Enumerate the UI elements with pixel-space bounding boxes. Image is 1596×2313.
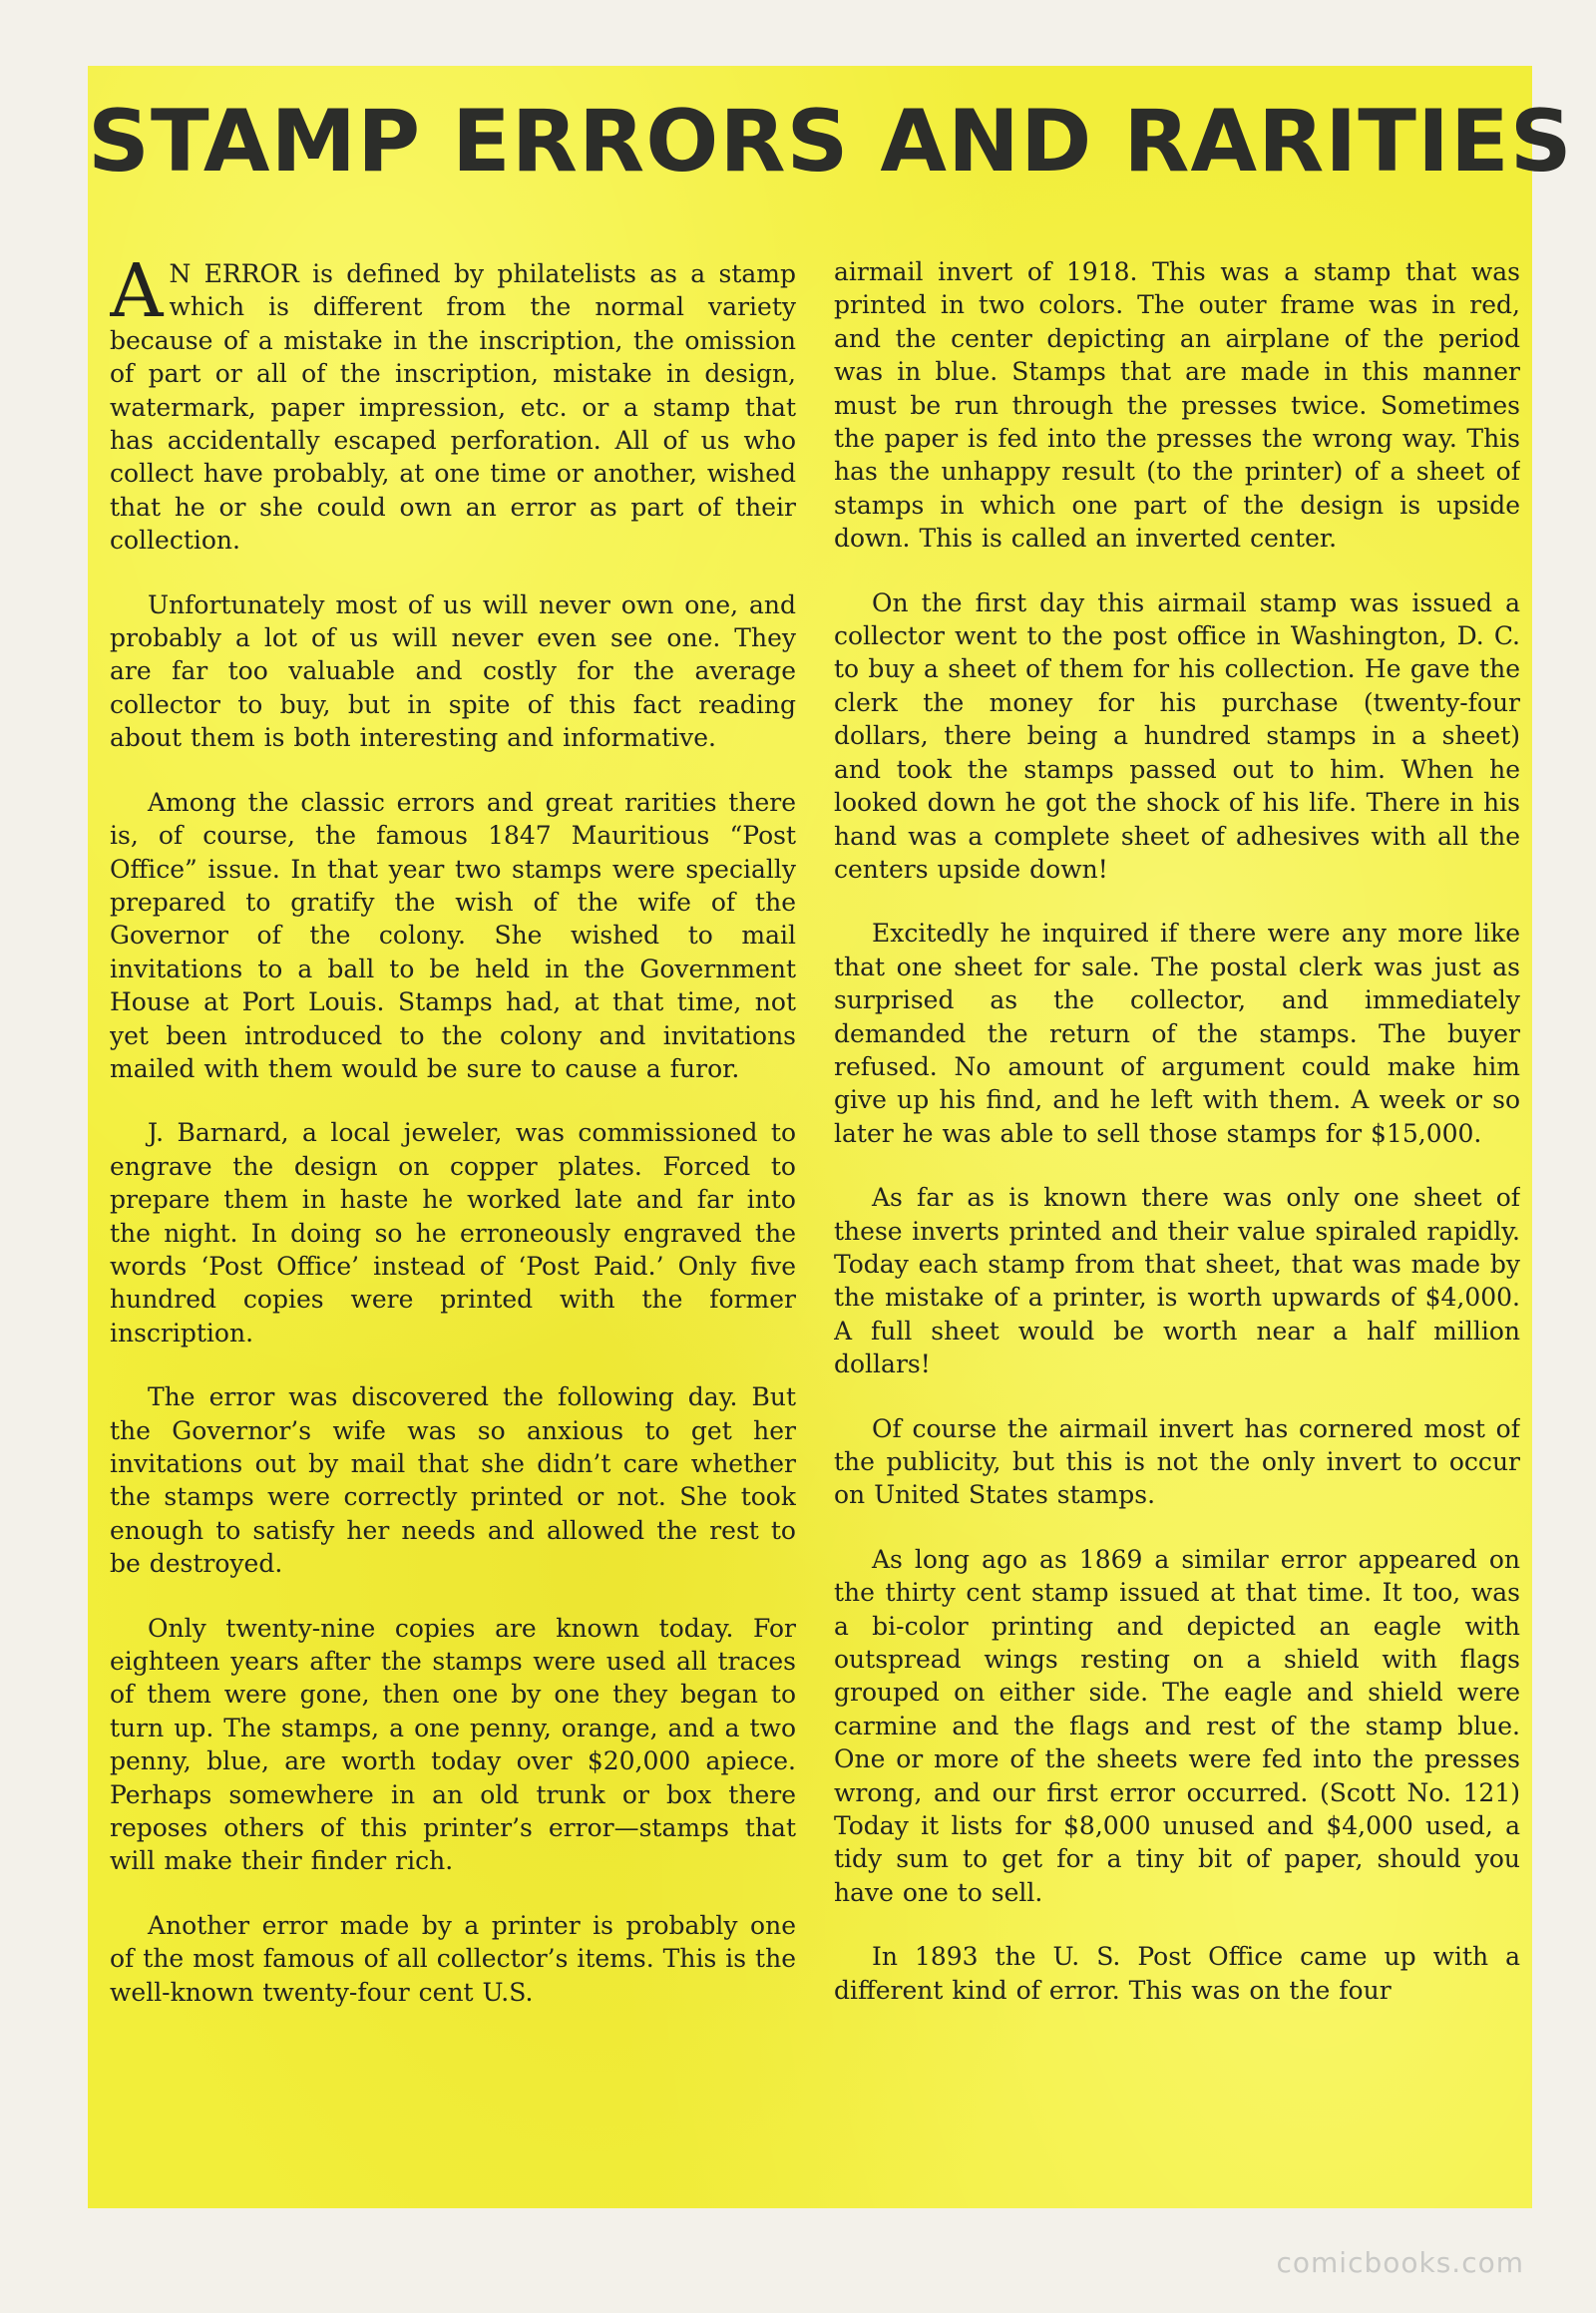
paragraph-mauritius: Among the classic errors and great rarities there is, of course, the famous 1847 Mauritious “Post Office” issue. In that year two stamps were specially prepared to gratify the wish of the wife of the Governor of the colony. She wished to mail invitations to a ball to be held in the Government House at Port Louis. Stamps had, at that time, not yet been introduced to the colony and invitations mailed with them would be sure to cause a furor.: [110, 787, 796, 1083]
paragraph-error-discovered: The error was discovered the following day. But the Governor’s wife was so anxious to get her invitations out by mail that she didn’t care whether the stamps were correctly printed or not. She took enough to satisfy her needs and allowed the rest to be destroyed.: [110, 1382, 796, 1579]
paragraph-first-day: On the first day this airmail stamp was issued a collector went to the post office in Washington, D. C. to buy a sheet of them for his collection. He gave the clerk the money for his purchase (twenty-four dollars, there being a hundred stamps in a sheet) and took the stamps passed out to him. When he looked down he got the shock of his life. There in his hand was a complete sheet of adhesives with all the centers upside down!: [834, 587, 1520, 884]
drop-cap: A: [110, 257, 164, 334]
paragraph-excitedly: Excitedly he inquired if there were any more like that one sheet for sale. The postal clerk was just as surprised as the collector, and immediately demanded the return of the stamps. The buyer refused. No amount of argument could make him give up his find, and he left with them. A week or so later he was able to sell those stamps for $15,000.: [834, 919, 1520, 1148]
paragraph-publicity: Of course the airmail invert has cornered most of the publicity, but this is not the only invert to occur on United States stamps.: [834, 1413, 1520, 1510]
left-column: [110, 257, 796, 2152]
paragraph-1893: In 1893 the U. S. Post Office came up with a different kind of error. This was on the four: [834, 1942, 1520, 2005]
paragraph-airmail-invert: airmail invert of 1918. This was a stamp that was printed in two colors. The outer frame was in red, and the center depicting an airplane of the period was in blue. Stamps that are made in this manner must be run through the presses twice. Sometimes the paper is fed into the presses the wrong way. This has the unhappy result (to the printer) of a sheet of stamps in which one part of the design is upside down. This is called an inverted center.: [834, 257, 1520, 554]
paragraph-intro: [110, 257, 796, 558]
right-column: [834, 255, 1520, 2150]
paragraph-another-error: Another error made by a printer is probably one of the most famous of all collector’s items. This is the well-known twenty-four cent U.S.: [110, 1910, 796, 2007]
article-title: STAMP ERRORS AND RARITIES: [88, 92, 1573, 192]
paragraph-intro-text: N ERROR is defined by philatelists as a stamp which is different from the normal variety because of a mistake in the inscription, the omission of part or all of the inscription, mistake in design, watermark, paper impression, etc. or a stamp that has accidentally escaped perforation. All of us who collect have probably, at one time or another, wished that he or she could own an error as part of their collection.: [110, 259, 796, 556]
paragraph-only-one-sheet: As far as is known there was only one sheet of these inverts printed and their value spiraled rapidly. Today each stamp from that sheet, that was made by the mistake of a printer, is worth upwards of $4,000. A full sheet would be worth near a half million dollars!: [834, 1183, 1520, 1379]
paragraph-unfortunately: Unfortunately most of us will never own one, and probably a lot of us will never even see one. They are far too valuable and costly for the average collector to buy, but in spite of this fact reading about them is both interesting and informative.: [110, 589, 796, 753]
paragraph-twenty-nine-copies: Only twenty-nine copies are known today. For eighteen years after the stamps were used all traces of them were gone, then one by one they began to turn up. The stamps, a one penny, orange, and a two penny, blue, are worth today over $20,000 apiece. Perhaps somewhere in an old trunk or box there reposes others of this printer’s error—stamps that will make their finder rich.: [110, 1613, 796, 1876]
paragraph-1869-error: As long ago as 1869 a similar error appeared on the thirty cent stamp issued at that time. It too, was a bi-color printing and depicted an eagle with outspread wings resting on a shield with flags grouped on either side. The eagle and shield were carmine and the flags and rest of the stamp blue. One or more of the sheets were fed into the presses wrong, and our first error occurred. (Scott No. 121) Today it lists for $8,000 unused and $4,000 used, a tidy sum to get for a tiny bit of paper, should you have one to sell.: [834, 1544, 1520, 1907]
paragraph-barnard: J. Barnard, a local jeweler, was commissioned to engrave the design on copper plates. Forced to prepare them in haste he worked late and far into the night. In doing so he erroneously engraved the words ‘Post Office’ instead of ‘Post Paid.’ Only five hundred copies were printed with the former inscription.: [110, 1118, 796, 1348]
site-watermark: comicbooks.com: [1276, 2246, 1524, 2279]
